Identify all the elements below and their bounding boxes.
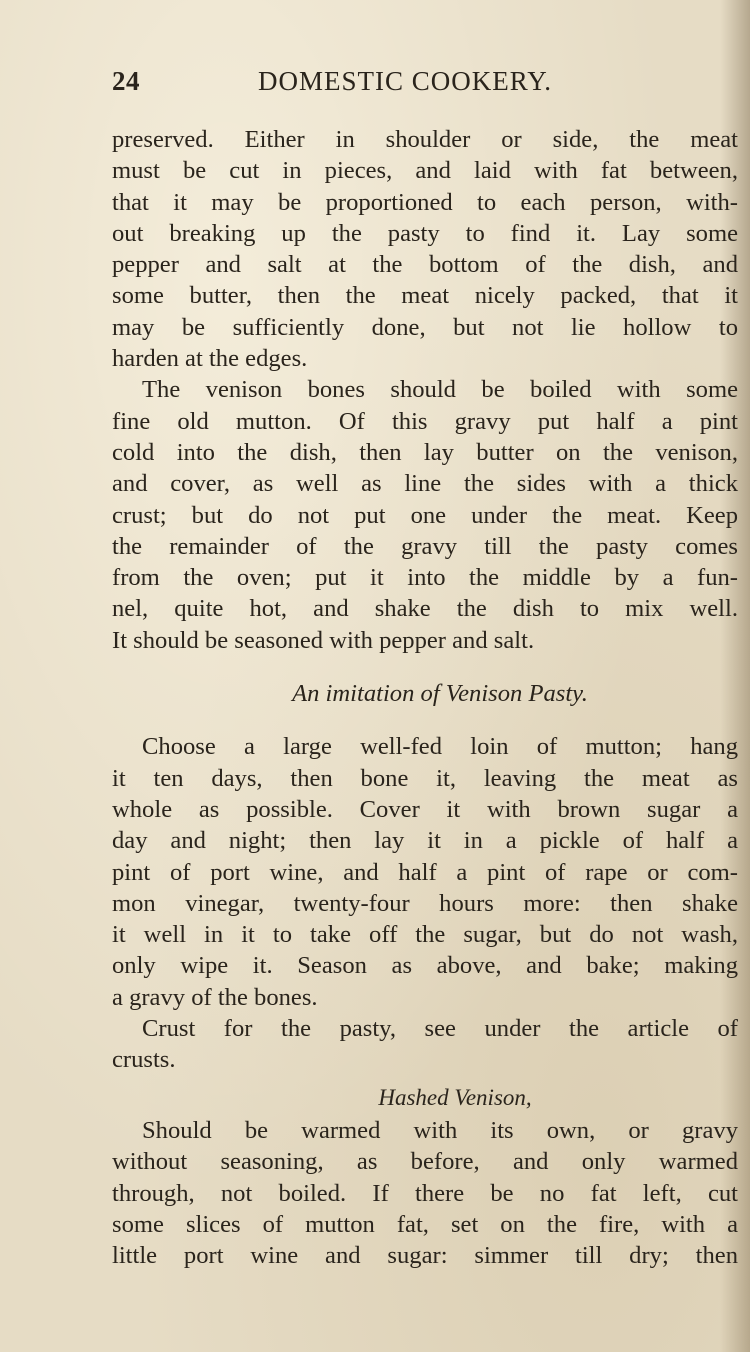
text-line: fine old mutton. Of this gravy put half a pint xyxy=(112,407,738,435)
text-line: only wipe it. Season as above, and bake; making xyxy=(112,952,738,980)
text-line: Choose a large well-fed loin of mutton; hang xyxy=(142,733,738,761)
text-line: it well in it to take off the sugar, but do not wash, xyxy=(112,921,738,949)
running-title: DOMESTIC COOKERY. xyxy=(258,66,553,96)
text-line: pepper and salt at the bottom of the dish, and xyxy=(112,251,738,279)
text-line: some slices of mutton fat, set on the fire, with a xyxy=(112,1210,738,1238)
text-line: crusts. xyxy=(112,1046,176,1074)
text-line: whole as possible. Cover it with brown sugar a xyxy=(112,795,738,823)
paragraph xyxy=(112,1115,738,1271)
text-line: nel, quite hot, and shake the dish to mix well. xyxy=(112,595,738,623)
text-line: preserved. Either in shoulder or side, the meat xyxy=(112,126,738,153)
paragraph xyxy=(112,1013,738,1076)
text-line: a gravy of the bones. xyxy=(112,983,318,1011)
text-line: out breaking up the pasty to find it. Lay some xyxy=(112,219,738,247)
text-line: It should be seasoned with pepper and salt. xyxy=(112,626,535,654)
text-line: Should be warmed with its own, or gravy xyxy=(142,1116,738,1144)
text-line: through, not boiled. If there be no fat left, cut xyxy=(112,1179,738,1207)
page-header xyxy=(112,66,712,106)
text-line: some butter, then the meat nicely packed, that it xyxy=(112,282,738,310)
recipe-heading: Hashed Venison, xyxy=(378,1084,532,1110)
text-line: may be sufficiently done, but not lie hollow to xyxy=(112,313,738,341)
text-line: from the oven; put it into the middle by a fun- xyxy=(112,564,738,592)
text-line: day and night; then lay it in a pickle of half a xyxy=(112,827,738,855)
text-line: pint of port wine, and half a pint of rape or com- xyxy=(112,858,738,886)
paragraph xyxy=(112,731,738,1013)
page-number: 24 xyxy=(112,66,140,96)
text-line: mon vinegar, twenty-four hours more: then shake xyxy=(112,889,738,917)
text-line: The venison bones should be boiled with some xyxy=(142,376,738,404)
body-text xyxy=(112,124,738,1271)
text-line: cold into the dish, then lay butter on the venison, xyxy=(112,438,738,466)
text-line: must be cut in pieces, and laid with fat between, xyxy=(112,157,738,185)
text-line: little port wine and sugar: simmer till dry; then xyxy=(112,1242,738,1270)
text-line: and cover, as well as line the sides with a thick xyxy=(112,470,738,498)
text-line: the remainder of the gravy till the pasty comes xyxy=(112,532,738,560)
text-line: harden at the edges. xyxy=(112,345,308,373)
recipe-heading: An imitation of Venison Pasty. xyxy=(292,680,588,708)
paragraph xyxy=(112,374,738,656)
paragraph xyxy=(112,124,738,374)
text-line: that it may be proportioned to each person, with- xyxy=(112,188,738,216)
text-line: without seasoning, as before, and only warmed xyxy=(112,1148,738,1176)
text-line: it ten days, then bone it, leaving the meat as xyxy=(112,764,738,792)
text-line: crust; but do not put one under the meat. Keep xyxy=(112,501,738,529)
text-line: Crust for the pasty, see under the article of xyxy=(142,1015,738,1043)
